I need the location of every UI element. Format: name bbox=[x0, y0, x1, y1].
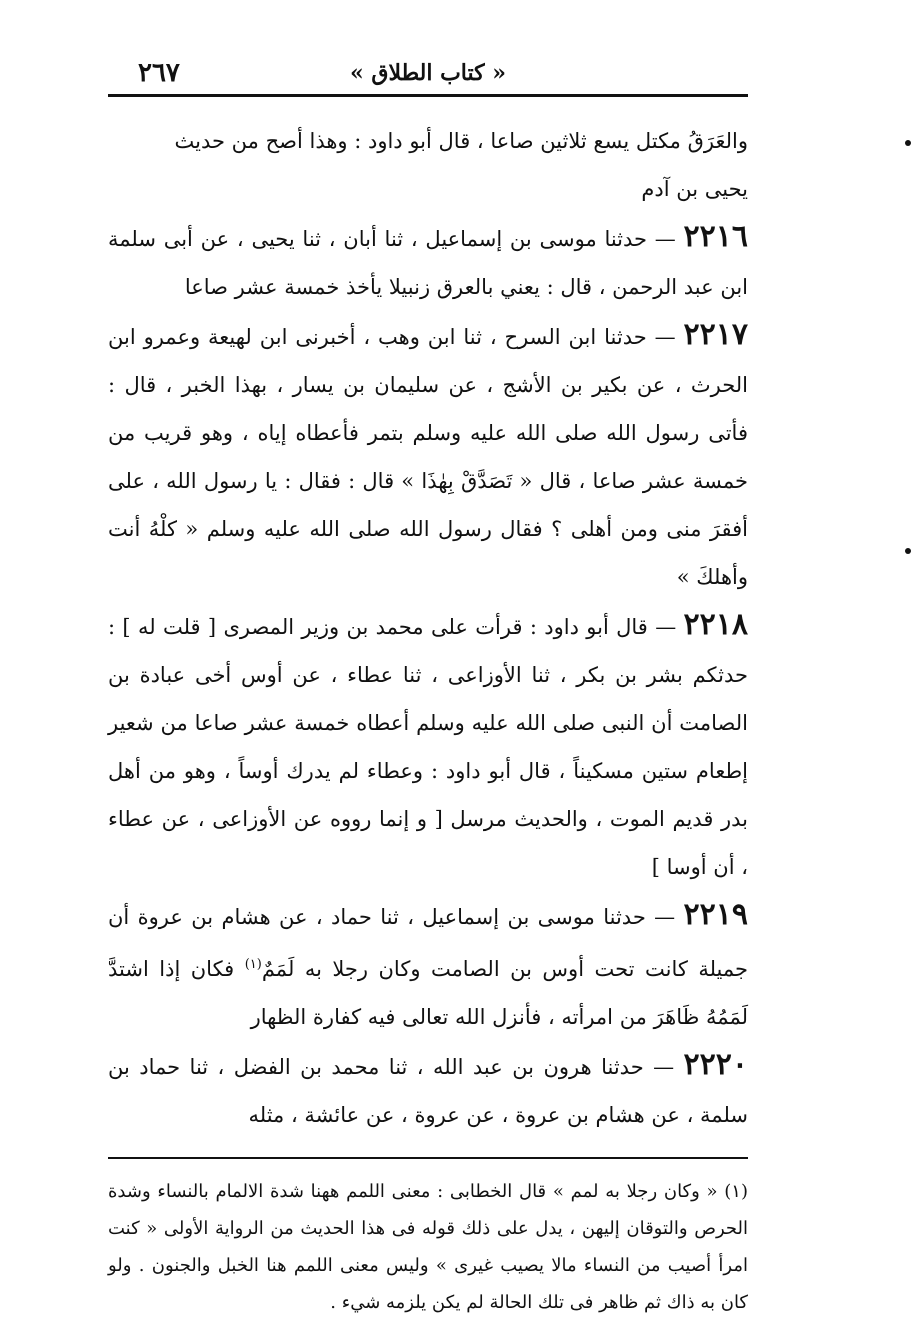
hadith-number: ٢٢١٦ bbox=[683, 219, 748, 254]
margin-mark bbox=[905, 548, 911, 554]
hadith-2219 bbox=[108, 891, 748, 1041]
hadith-2217 bbox=[108, 311, 748, 601]
hadith-text: — قال أبو داود : قرأت على محمد بن وزير المصرى [ قلت له ] : حدثكم بشر بن بكر ، ثنا الأوزاعى ، ثنا عطاء ، عن أوس أخى عبادة بن الصامت أن النبى صلى الله عليه وسلم أعطاه خمسة عشر صاعا من شعير إطعام ستين مسكيناً ، قال أبو داود : وعطاء لم يدرك أوساً ، وهو من أهل بدر قديم الموت ، والحديث مرسل [ و إنما رووه عن الأوزاعى ، عن عطاء ، أن أوسا ] bbox=[108, 615, 748, 879]
book-page bbox=[108, 52, 749, 1313]
hadith-number: ٢٢٢٠ bbox=[683, 1047, 748, 1082]
intro-line-2: يحيى بن آدم bbox=[641, 177, 748, 201]
footnote-text: « وكان رجلا به لمم » قال الخطابى : معنى اللمم ههنا شدة الالمام بالنساء وشدة الحرص والتوقان إليهن ، يدل على ذلك قوله فى هذا الحديث من الرواية الأولى « كنت امرأ أصيب من النساء مالا يصيب غيرى » وليس معنى اللمم هنا الخبل والجنون . ولو كان به ذاك ثم ظاهر فى تلك الحالة لم يكن يلزمه شيء . bbox=[108, 1181, 748, 1313]
hadith-2218 bbox=[108, 601, 748, 891]
footnote-reference[interactable]: (١) bbox=[244, 957, 262, 972]
page-number: ٢٦٧ bbox=[138, 58, 180, 88]
footnote-rule bbox=[108, 1157, 748, 1159]
page-header bbox=[108, 52, 748, 92]
hadith-text: — حدثنا هرون بن عبد الله ، ثنا محمد بن الفضل ، ثنا حماد بن سلمة ، عن هشام بن عروة ، عن عروة ، عن عائشة ، مثله bbox=[108, 1055, 748, 1127]
hadith-text: — حدثنا ابن السرح ، ثنا ابن وهب ، أخبرنى ابن لهيعة وعمرو ابن الحرث ، عن بكير بن الأشج ، عن سليمان بن يسار ، بهذا الخبر ، قال : فأتى رسول الله صلى الله عليه وسلم بتمر فأعطاه إياه ، وهو قريب من خمسة عشر صاعا ، قال « تَصَدَّقْ بِهٰذَا » قال : فقال : يا رسول الله ، على أفقرَ منى ومن أهلى ؟ فقال رسول الله صلى الله عليه وسلم « كلْهُ أنت وأهلكَ » bbox=[108, 325, 748, 589]
intro-paragraph bbox=[108, 117, 748, 213]
hadith-number: ٢٢١٩ bbox=[683, 897, 748, 932]
footnote-1 bbox=[108, 1173, 748, 1321]
hadith-text: — حدثنا موسى بن إسماعيل ، ثنا أبان ، ثنا يحيى ، عن أبى سلمة ابن عبد الرحمن ، قال : يعني بالعرق زنبيلا يأخذ خمسة عشر صاعا bbox=[108, 227, 748, 299]
footnotes bbox=[108, 1173, 748, 1321]
footnote-marker: (١) bbox=[724, 1181, 748, 1202]
intro-line-1: والعَرَقُ مكتل يسع ثلاثين صاعا ، قال أبو داود : وهذا أصح من حديث bbox=[174, 129, 748, 153]
header-rule bbox=[108, 94, 748, 97]
hadith-number: ٢٢١٧ bbox=[683, 317, 748, 352]
hadith-2220 bbox=[108, 1041, 748, 1139]
hadith-number: ٢٢١٨ bbox=[683, 607, 748, 642]
page-body bbox=[108, 117, 748, 1139]
hadith-text: — حدثنا موسى بن إسماعيل ، ثنا حماد ، عن هشام بن عروة أن جميلة كانت تحت أوس بن الصامت وكان رجلا به لَمَمٌ bbox=[108, 905, 749, 981]
hadith-2216 bbox=[108, 213, 748, 311]
margin-mark bbox=[905, 140, 911, 146]
hadith-text-continued: فكان إذا اشتدَّ لَمَمُهُ ظَاهَرَ من امرأته ، فأنزل الله تعالى فيه كفارة الظهار bbox=[108, 957, 748, 1029]
chapter-title: « كتاب الطلاق » bbox=[349, 60, 507, 86]
